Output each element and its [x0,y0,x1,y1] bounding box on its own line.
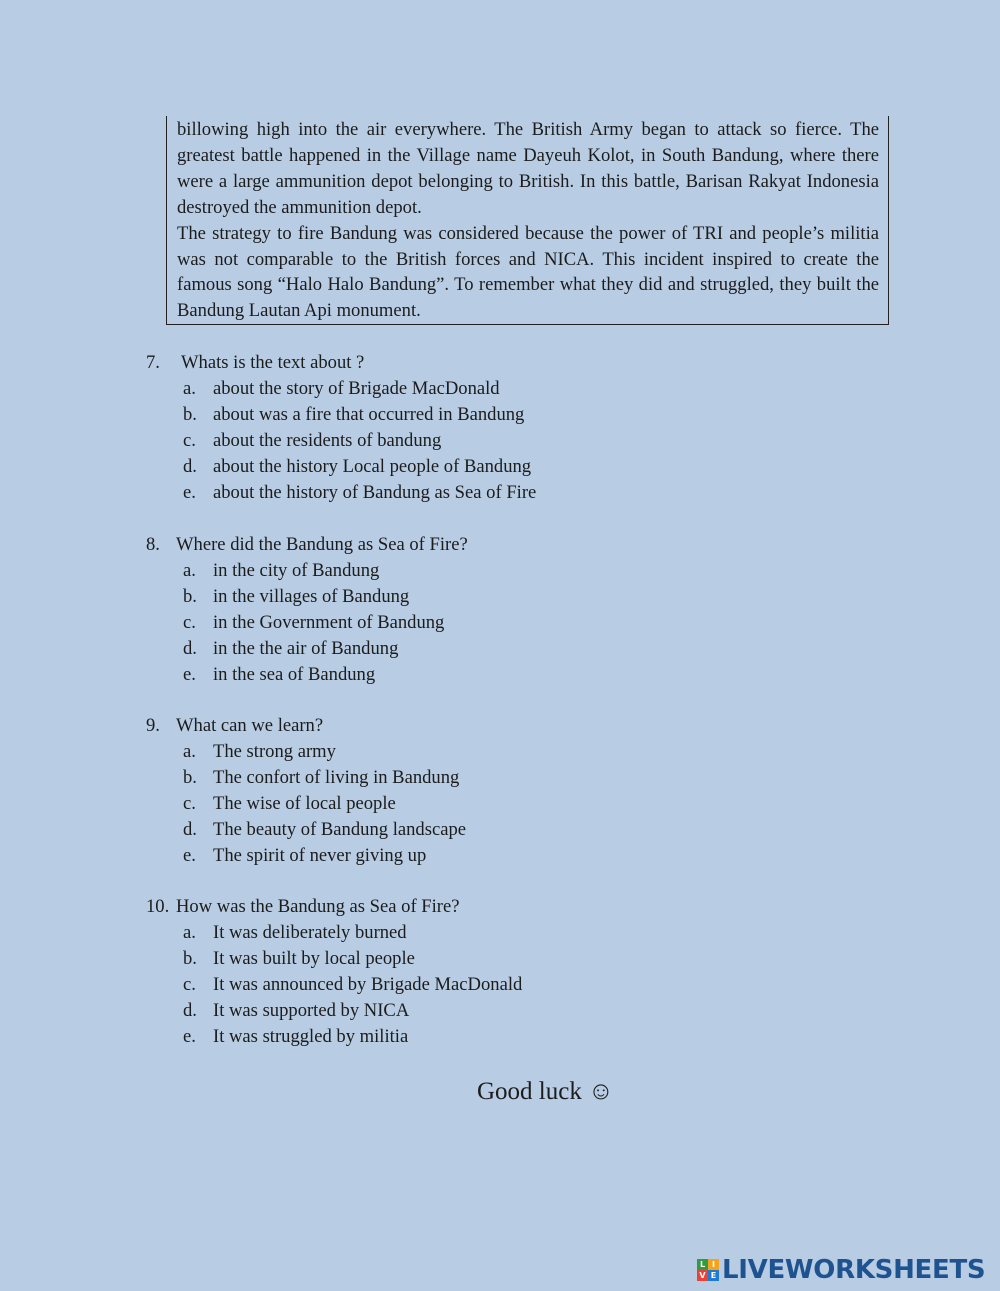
answer-option[interactable] [146,1024,866,1050]
question-9 [146,713,866,868]
option-letter: b. [183,947,197,969]
option-text: about the history Local people of Bandung [213,455,532,477]
option-letter: b. [183,585,197,607]
option-text: about was a fire that occurred in Bandung [213,403,525,425]
option-letter: a. [183,741,196,762]
option-letter: b. [183,403,197,425]
option-text: It was deliberately burned [213,922,407,943]
option-text: It was supported by NICA [213,999,410,1021]
reading-passage [166,116,889,325]
option-text: The strong army [213,741,336,762]
option-letter: e. [183,481,196,503]
logo-letter: E [708,1270,719,1281]
question-number: 7. [146,352,160,373]
answer-option[interactable] [146,454,866,480]
option-text: It was struggled by militia [213,1025,409,1047]
question-number: 10. [146,896,170,917]
closing-message: Good luck ☺ [477,1078,614,1105]
option-letter: d. [183,818,197,840]
answer-option[interactable] [146,428,866,454]
answer-option[interactable] [146,610,866,636]
question-stem [146,713,866,739]
option-text: It was built by local people [213,947,415,969]
option-text: in the villages of Bandung [213,585,410,607]
question-8 [146,532,866,687]
liveworksheets-brand[interactable] [697,1255,985,1285]
option-letter: e. [183,663,196,685]
answer-option[interactable] [146,376,866,402]
option-letter: a. [183,560,196,581]
brand-wordmark: LIVEWORKSHEETS [722,1255,986,1285]
question-number: 8. [146,534,160,555]
answer-option[interactable] [146,998,866,1024]
option-letter: a. [183,922,196,943]
answer-option[interactable] [146,584,866,610]
question-7 [146,350,866,505]
question-stem [146,894,866,920]
option-text: about the residents of bandung [213,429,442,451]
option-text: in the city of Bandung [213,560,380,581]
answer-option[interactable] [146,972,866,998]
option-letter: b. [183,766,197,788]
option-text: in the sea of Bandung [213,663,376,685]
option-text: about the story of Brigade MacDonald [213,378,500,399]
option-letter: c. [183,792,196,814]
option-letter: c. [183,973,196,995]
answer-option[interactable] [146,843,866,869]
answer-option[interactable] [146,817,866,843]
answer-option[interactable] [146,739,866,765]
question-10 [146,894,866,1049]
option-text: about the history of Bandung as Sea of Fire [213,481,537,503]
answer-option[interactable] [146,791,866,817]
passage-paragraph-2: The strategy to fire Bandung was considered because the power of TRI and people’s militia was not comparable to the British forces and NICA. This incident inspired to create the famous song “Halo Halo Bandung”. To remember what they did and struggled, they built the Bandung Lautan Api monument. [177,222,879,322]
option-text: The wise of local people [213,792,396,814]
option-text: in the the air of Bandung [213,637,399,659]
option-text: The confort of living in Bandung [213,766,460,788]
question-stem [146,532,866,558]
question-stem [146,350,866,376]
option-letter: e. [183,844,196,866]
question-text: What can we learn? [176,715,324,736]
passage-paragraph-1: billowing high into the air everywhere. The British Army began to attack so fierce. The greatest battle happened in the Village name Dayeuh Kolot, in South Bandung, where there were a large ammunition depot belonging to British. In this battle, Barisan Rakyat Indonesia destroyed the ammunition depot. [177,119,879,218]
answer-option[interactable] [146,946,866,972]
question-text: How was the Bandung as Sea of Fire? [176,896,460,917]
answer-option[interactable] [146,636,866,662]
option-text: The beauty of Bandung landscape [213,818,466,840]
option-letter: e. [183,1025,196,1047]
question-text: Whats is the text about ? [181,352,365,373]
answer-option[interactable] [146,558,866,584]
answer-option[interactable] [146,765,866,791]
option-letter: d. [183,455,197,477]
option-letter: d. [183,637,197,659]
answer-option[interactable] [146,480,866,506]
answer-option[interactable] [146,662,866,688]
question-number: 9. [146,715,160,736]
option-text: The spirit of never giving up [213,844,427,866]
question-text: Where did the Bandung as Sea of Fire? [176,534,468,555]
option-letter: d. [183,999,197,1021]
liveworksheets-logo-icon [697,1259,719,1281]
answer-option[interactable] [146,920,866,946]
option-letter: c. [183,429,196,451]
logo-letter: L [697,1259,708,1270]
option-text: in the Government of Bandung [213,611,445,633]
logo-letter: V [697,1270,708,1281]
answer-option[interactable] [146,402,866,428]
option-text: It was announced by Brigade MacDonald [213,973,523,995]
option-letter: a. [183,378,196,399]
option-letter: c. [183,611,196,633]
logo-letter: I [708,1259,719,1270]
